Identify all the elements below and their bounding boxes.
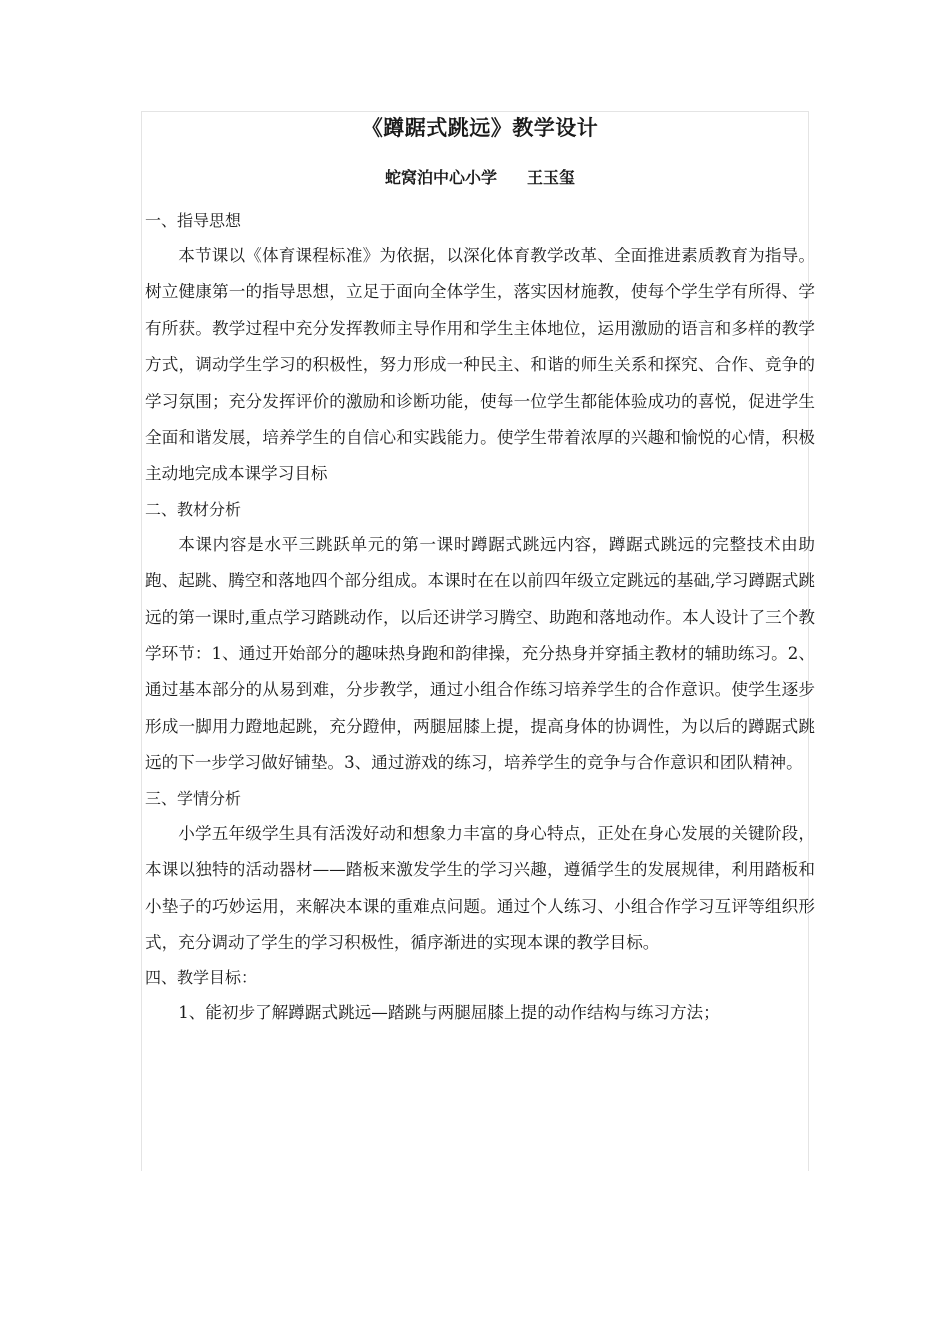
section-heading-3: 三、学情分析 xyxy=(145,788,242,808)
document-body xyxy=(145,112,815,1032)
section-heading-1: 一、指导思想 xyxy=(145,211,242,230)
author-line xyxy=(145,166,815,190)
section-1-paragraph: 本节课以《体育课程标准》为依据，以深化体育教学改革、全面推进素质教育为指导。树立健康第一的指导思想，立足于面向全体学生，落实因材施教，使每个学生学有所得、学有所获。教学过程中充分发挥教师主导作用和学生主体地位，运用激励的语言和多样的教学方式，调动学生学习的积极性，努力形成一种民主、和谐的师生关系和探究、合作、竞争的学习氛围；充分发挥评价的激励和诊断功能，使每一位学生都能体验成功的喜悦，促进学生全面和谐发展，培养学生的自信心和实践能力。使学生带着浓厚的兴趣和愉悦的心情，积极主动地完成本课学习目标 xyxy=(145,246,815,484)
section-3-paragraph: 小学五年级学生具有活泼好动和想象力丰富的身心特点，正处在身心发展的关键阶段，本课以独特的活动器材——踏板来激发学生的学习兴趣，遵循学生的发展规律，利用踏板和小垫子的巧妙运用，来解决本课的重难点问题。通过个人练习、小组合作学习互评等组织形式，充分调动了学生的学习积极性，循序渐进的实现本课的教学目标。 xyxy=(145,823,815,952)
school-name: 蛇窝泊中心小学 xyxy=(384,168,497,187)
section-heading-4: 四、教学目标： xyxy=(145,968,258,988)
section-4-paragraph: 1、能初步了解蹲踞式跳远—踏跳与两腿屈膝上提的动作结构与练习方法； xyxy=(178,1003,720,1023)
section-heading-2: 二、教材分析 xyxy=(145,499,242,519)
author-name: 王玉玺 xyxy=(527,168,576,187)
document-title: 《蹲踞式跳远》教学设计 xyxy=(361,116,599,140)
section-2-paragraph: 本课内容是水平三跳跃单元的第一课时蹲踞式跳远内容，蹲踞式跳远的完整技术由助跑、起跳、腾空和落地四个部分组成。本课时在在以前四年级立定跳远的基础,学习蹲踞式跳远的第一课时,重点学习踏跳动作，以后还讲学习腾空、助跑和落地动作。本人设计了三个教学环节：1、通过开始部分的趣味热身跑和韵律操，充分热身并穿插主教材的辅助练习。2、通过基本部分的从易到难，分步教学，通过小组合作练习培养学生的合作意识。使学生逐步形成一脚用力蹬地起跳，充分蹬伸，两腿屈膝上提，提高身体的协调性，为以后的蹲踞式跳远的下一步学习做好铺垫。3、通过游戏的练习，培养学生的竞争与合作意识和团队精神。 xyxy=(145,534,815,773)
